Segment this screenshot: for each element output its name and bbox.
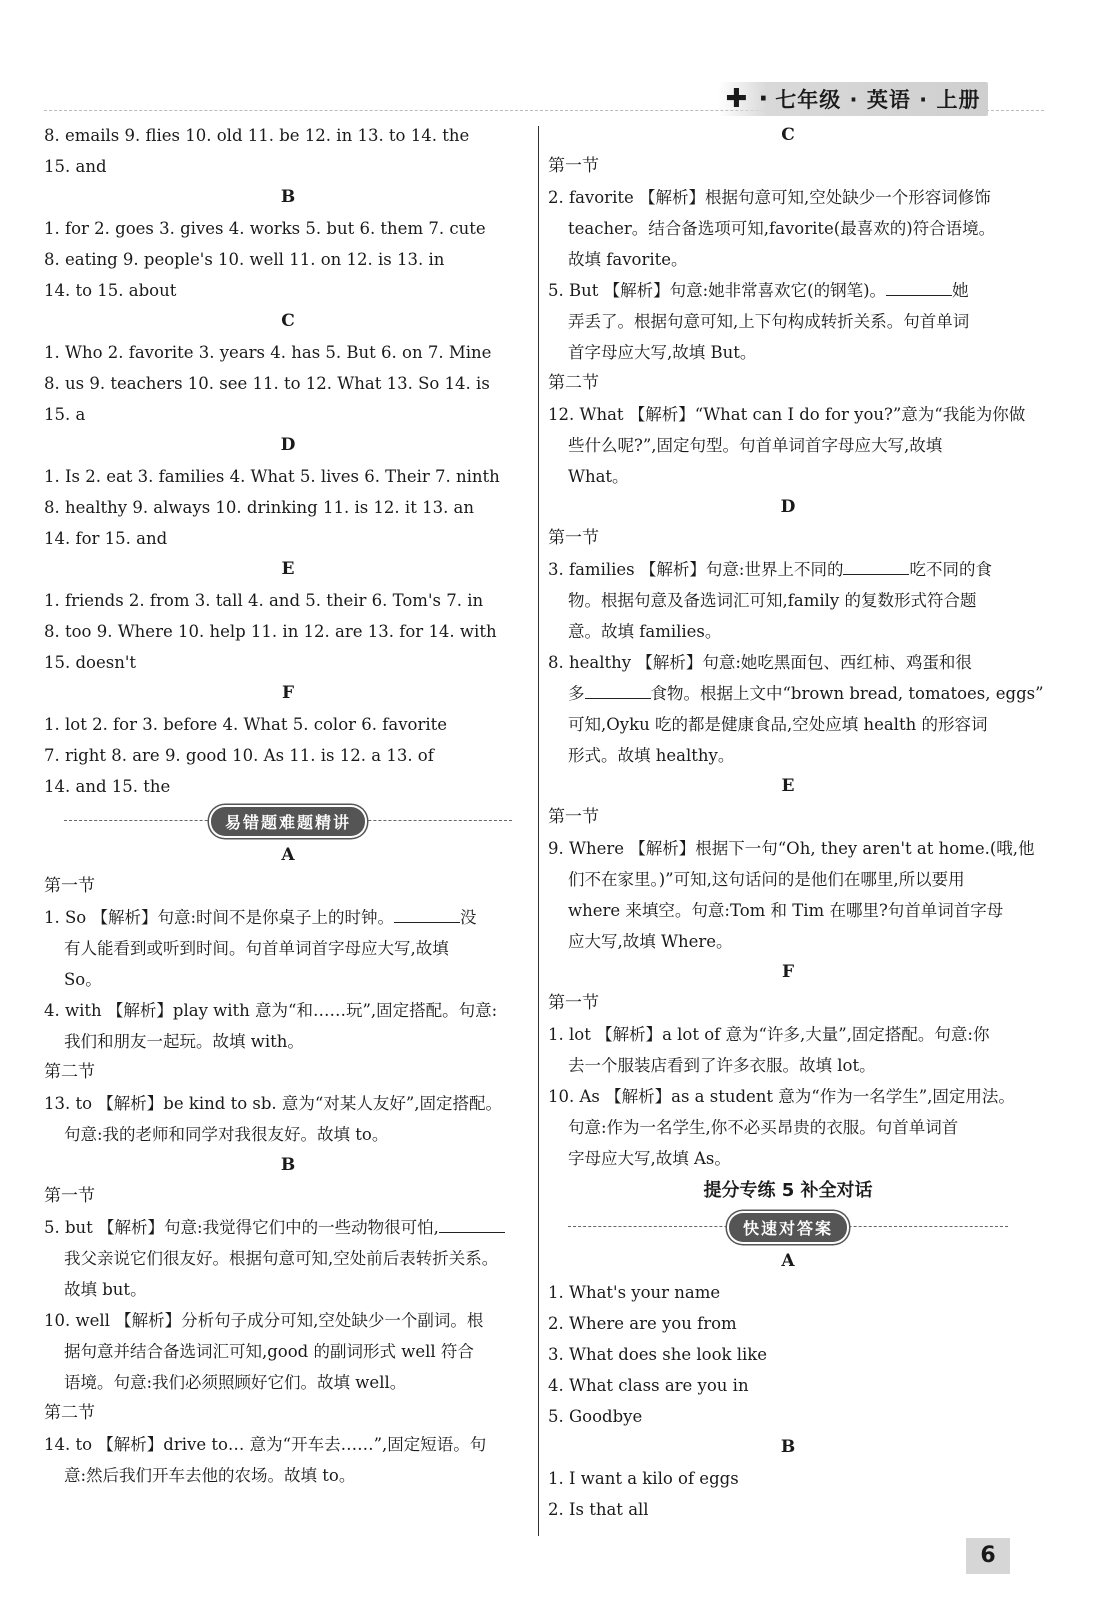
- page-header: [718, 82, 988, 116]
- explanation-line: 我们和朋友一起玩。故填 with。: [64, 1032, 304, 1051]
- section-label: E: [281, 559, 295, 579]
- answer-line: 5. Goodbye: [548, 1407, 643, 1426]
- explanation-line: 首字母应大写,故填 But。: [568, 343, 757, 362]
- fill-blank: [843, 556, 909, 575]
- explanation-line: 句意:作为一名学生,你不必买昂贵的衣服。句首单词首: [568, 1118, 959, 1137]
- section-banner: [548, 1208, 1028, 1246]
- explanation-line: So。: [64, 970, 102, 989]
- explanation-item: [548, 1019, 1028, 1081]
- explanation-line: 字母应大写,故填 As。: [568, 1149, 731, 1168]
- explanation-first-line: [44, 902, 532, 933]
- explanation-line: What。: [568, 467, 629, 486]
- section-label: D: [280, 435, 296, 455]
- subsection-label: 第二节: [44, 1062, 95, 1082]
- explanation-text: 3. families 【解析】句意:世界上不同的: [548, 560, 844, 579]
- answer-line: 1. lot 2. for 3. before 4. What 5. color 6. favorite: [44, 715, 448, 734]
- section-label: A: [781, 1251, 795, 1271]
- explanation-line: 故填 favorite。: [568, 250, 688, 269]
- explanation-item: [548, 647, 1044, 771]
- explanation-item: [548, 1081, 1028, 1174]
- explanation-item: [44, 1305, 532, 1398]
- answer-line: 15. a: [44, 405, 86, 424]
- explanation-text: 10. As 【解析】as a student 意为“作为一名学生”,固定用法。: [548, 1087, 1015, 1106]
- explanation-item: [548, 275, 1028, 368]
- answer-line: 8. healthy 9. always 10. drinking 11. is 12. it 13. an: [44, 498, 475, 517]
- explanation-text: 她: [952, 281, 969, 300]
- explanation-text: 5. but 【解析】句意:我觉得它们中的一些动物很可怕,: [44, 1218, 439, 1237]
- explanation-text: 14. to 【解析】drive to… 意为“开车去……”,固定短语。句: [44, 1435, 487, 1454]
- section-label: F: [281, 683, 295, 703]
- explanation-first-line: [548, 833, 1035, 864]
- answer-line: 8. eating 9. people's 10. well 11. on 12. is 13. in: [44, 250, 445, 269]
- answer-line: 1. I want a kilo of eggs: [548, 1469, 739, 1488]
- explanation-item: [548, 182, 1028, 275]
- subsection-label: 第一节: [548, 993, 599, 1013]
- fill-blank: [439, 1214, 505, 1233]
- page-number: 6: [966, 1538, 1010, 1574]
- explanation-line: 们不在家里。)”可知,这句话问的是他们在哪里,所以要用: [568, 870, 965, 889]
- section-banner: [44, 802, 532, 840]
- right-column: [548, 120, 1044, 1525]
- explanation-item: [44, 1088, 532, 1150]
- explanation-first-line: [548, 1081, 1028, 1112]
- explanation-first-line: [548, 1019, 1028, 1050]
- subsection-label: 第一节: [548, 156, 599, 176]
- explanation-first-line: [548, 399, 1028, 430]
- answer-line: 15. doesn't: [44, 653, 137, 672]
- section-label: A: [281, 845, 295, 865]
- banner-label: 快速对答案: [729, 1213, 847, 1242]
- answer-line: 8. too 9. Where 10. help 11. in 12. are 13. for 14. with: [44, 622, 497, 641]
- explanation-first-line: [44, 1429, 532, 1460]
- fill-blank: [585, 680, 651, 699]
- section-label: B: [780, 1437, 796, 1457]
- explanation-first-line: [44, 995, 532, 1026]
- subsection-label: 第二节: [548, 373, 599, 393]
- answer-line: 2. Where are you from: [548, 1314, 737, 1333]
- explanation-text: 吃不同的食: [909, 560, 992, 579]
- explanation-item: [548, 833, 1035, 957]
- section-label: C: [781, 125, 795, 145]
- explanation-first-line: [548, 554, 1028, 585]
- explanation-line: where 来填空。句意:Tom 和 Tim 在哪里?句首单词首字母: [568, 901, 1004, 920]
- explanation-text: 9. Where 【解析】根据下一句“Oh, they aren't at home.(哦,他: [548, 839, 1035, 858]
- section-label: F: [781, 962, 795, 982]
- explanation-line: teacher。结合备选项可知,favorite(最喜欢的)符合语境。: [568, 219, 996, 238]
- explanation-item: [44, 902, 532, 995]
- answer-line: 7. right 8. are 9. good 10. As 11. is 12. a 13. of: [44, 746, 434, 765]
- explanation-first-line: [548, 182, 1028, 213]
- section-label: D: [780, 497, 796, 517]
- explanation-text: 多: [568, 684, 585, 703]
- explanation-text: 4. with 【解析】play with 意为“和……玩”,固定搭配。句意:: [44, 1001, 498, 1020]
- explanation-text: 食物。根据上文中“brown bread, tomatoes, eggs”: [650, 684, 1044, 703]
- explanation-line: 据句意并结合备选词汇可知,good 的副词形式 well 符合: [64, 1342, 474, 1361]
- section-label: C: [281, 311, 295, 331]
- fill-blank: [886, 277, 952, 296]
- answer-line: 8. us 9. teachers 10. see 11. to 12. What 13. So 14. is: [44, 374, 490, 393]
- practice-title: 提分专练 5 补全对话: [703, 1180, 873, 1201]
- explanation-item: [44, 1429, 532, 1491]
- explanation-line: 些什么呢?”,固定句型。句首单词首字母应大写,故填: [568, 436, 943, 455]
- explanation-first-line: [44, 1212, 532, 1243]
- explanation-text: 1. So 【解析】句意:时间不是你桌子上的时钟。: [44, 908, 395, 927]
- subsection-label: 第一节: [548, 807, 599, 827]
- answer-line: 1. What's your name: [548, 1283, 721, 1302]
- section-label: E: [781, 776, 795, 796]
- column-divider: [538, 126, 539, 1536]
- subsection-label: 第一节: [44, 1186, 95, 1206]
- subsection-label: 第一节: [44, 876, 95, 896]
- explanation-text: 5. But 【解析】句意:她非常喜欢它(的钢笔)。: [548, 281, 887, 300]
- explanation-line: 意:然后我们开车去他的农场。故填 to。: [64, 1466, 356, 1485]
- explanation-first-line: [44, 1088, 532, 1119]
- answer-line: 1. Is 2. eat 3. families 4. What 5. lives 6. Their 7. ninth: [44, 467, 500, 486]
- explanation-item: [548, 399, 1028, 492]
- fill-blank: [394, 904, 460, 923]
- explanation-line: 弄丢了。根据句意可知,上下句构成转折关系。句首单词: [568, 312, 970, 331]
- answer-line: 14. for 15. and: [44, 529, 168, 548]
- explanation-item: [548, 554, 1028, 647]
- explanation-line: 语境。句意:我们必须照顾好它们。故填 well。: [64, 1373, 407, 1392]
- explanation-text: 2. favorite 【解析】根据句意可知,空处缺少一个形容词修饰: [548, 188, 991, 207]
- explanation-first-line: [44, 1305, 532, 1336]
- explanation-text: 8. healthy 【解析】句意:她吃黑面包、西红柿、鸡蛋和很: [548, 653, 972, 672]
- answer-line: 15. and: [44, 157, 107, 176]
- banner-label: 易错题难题精讲: [211, 807, 365, 836]
- explanation-text: 12. What 【解析】“What can I do for you?”意为“我能为你做: [548, 405, 1026, 424]
- explanation-text: 13. to 【解析】be kind to sb. 意为“对某人友好”,固定搭配。: [44, 1094, 503, 1113]
- answer-line: 14. and 15. the: [44, 777, 171, 796]
- header-title: 七年级 · 英语 · 上册: [775, 88, 981, 112]
- section-label: B: [280, 187, 296, 207]
- plus-icon: ✚ ·: [725, 84, 770, 114]
- explanation-first-line: [548, 647, 1028, 678]
- answer-line: 1. friends 2. from 3. tall 4. and 5. their 6. Tom's 7. in: [44, 591, 484, 610]
- explanation-line: 应大写,故填 Where。: [568, 932, 733, 951]
- explanation-line: 我父亲说它们很友好。根据句意可知,空处前后表转折关系。: [64, 1249, 499, 1268]
- left-column: [44, 120, 532, 1491]
- explanation-text: 10. well 【解析】分析句子成分可知,空处缺少一个副词。根: [44, 1311, 484, 1330]
- answer-line: 2. Is that all: [548, 1500, 649, 1519]
- answer-line: 1. for 2. goes 3. gives 4. works 5. but 6. them 7. cute: [44, 219, 486, 238]
- answer-line: 14. to 15. about: [44, 281, 177, 300]
- explanation-item: [44, 1212, 532, 1305]
- answer-line: 8. emails 9. flies 10. old 11. be 12. in 13. to 14. the: [44, 126, 470, 145]
- explanation-line: 有人能看到或听到时间。句首单词首字母应大写,故填: [64, 939, 449, 958]
- explanation-line: [548, 678, 1044, 709]
- explanation-text: 没: [460, 908, 477, 927]
- explanation-first-line: [548, 275, 1028, 306]
- explanation-line: 句意:我的老师和同学对我很友好。故填 to。: [64, 1125, 389, 1144]
- section-label: B: [280, 1155, 296, 1175]
- explanation-line: 形式。故填 healthy。: [568, 746, 735, 765]
- answer-line: 3. What does she look like: [548, 1345, 768, 1364]
- subsection-label: 第一节: [548, 528, 599, 548]
- explanation-line: 可知,Oyku 吃的都是健康食品,空处应填 health 的形容词: [568, 715, 988, 734]
- explanation-line: 去一个服装店看到了许多衣服。故填 lot。: [568, 1056, 876, 1075]
- subsection-label: 第二节: [44, 1403, 95, 1423]
- answer-line: 1. Who 2. favorite 3. years 4. has 5. But 6. on 7. Mine: [44, 343, 492, 362]
- explanation-line: 故填 but。: [64, 1280, 147, 1299]
- explanation-text: 1. lot 【解析】a lot of 意为“许多,大量”,固定搭配。句意:你: [548, 1025, 990, 1044]
- explanation-line: 物。根据句意及备选词汇可知,family 的复数形式符合题: [568, 591, 977, 610]
- answer-line: 4. What class are you in: [548, 1376, 749, 1395]
- explanation-line: 意。故填 families。: [568, 622, 722, 641]
- explanation-item: [44, 995, 532, 1057]
